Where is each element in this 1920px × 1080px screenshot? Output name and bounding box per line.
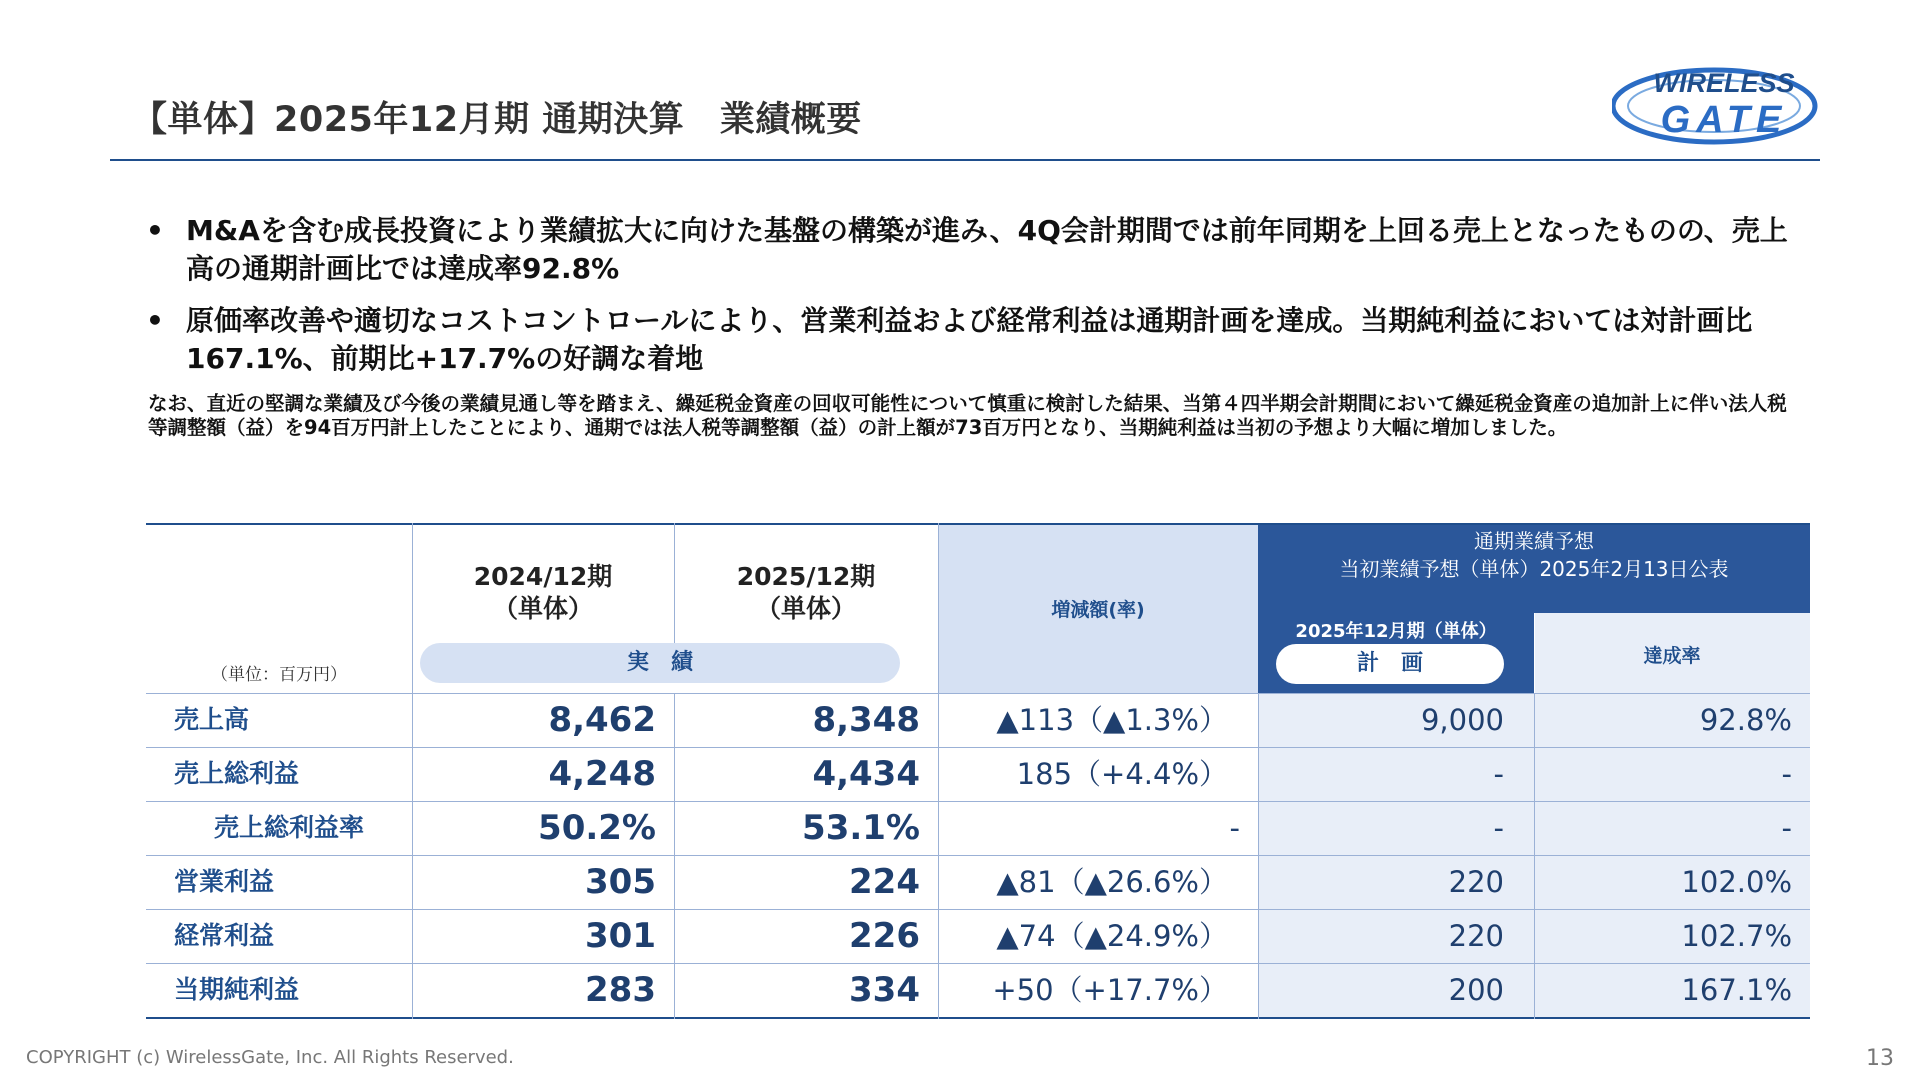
value-achievement: 167.1% [1681, 973, 1792, 1007]
value-2025: 334 [849, 970, 920, 1010]
value-change: - [1229, 811, 1240, 845]
row-label-ordinary-profit: 経常利益 [174, 921, 275, 950]
value-change: ▲81（▲26.6%） [996, 865, 1228, 899]
value-plan: 220 [1448, 865, 1504, 899]
table-top-border [146, 523, 1810, 525]
value-2025: 8,348 [812, 700, 920, 740]
row-label-gross-profit: 売上総利益 [174, 759, 300, 788]
bullet-item: • 原価率改善や適切なコストコントロールにより、営業利益および経常利益は通期計画を達成。当期純利益においては対計画比167.1%、前期比+17.7%の好調な着地 [146, 302, 1806, 378]
value-achievement: - [1781, 757, 1792, 791]
tax-note: なお、直近の堅調な業績及び今後の業績見通し等を踏まえ、繰延税金資産の回収可能性について慎重に検討した結果、当第４四半期会計期間において繰延税金資産の追加計上に伴い法人税等調整額（益）を94百万円計上したことにより、通期では法人税等調整額（益）の計上額が73百万円となり、当期純利益は当初の予想より大幅に増加しました。 [148, 392, 1787, 439]
value-change: 185（+4.4%） [1016, 757, 1228, 791]
logo-text-bottom: GATE [1660, 99, 1788, 141]
value-change: ▲113（▲1.3%） [996, 703, 1228, 737]
company-logo [1612, 62, 1820, 146]
value-plan: 9,000 [1420, 703, 1504, 737]
value-2024: 4,248 [548, 754, 656, 794]
row-label-gross-margin: 売上総利益率 [214, 813, 365, 842]
value-achievement: - [1781, 811, 1792, 845]
plan-period-header: 2025年12月期（単体） [1295, 621, 1497, 642]
achievement-header: 達成率 [1643, 645, 1701, 667]
row-label-sales: 売上高 [174, 705, 250, 734]
summary-bullets [146, 212, 1806, 392]
page-title: 【単体】2025年12月期 通期決算 業績概要 [132, 100, 862, 140]
value-change: +50（+17.7%） [992, 973, 1228, 1007]
col-2024-header: 2024/12期 （単体） [473, 562, 613, 623]
page-number: 13 [1866, 1046, 1894, 1071]
logo-text-top: WIRELESS [1653, 68, 1795, 98]
plan-label-pill: 計 画 [1276, 644, 1504, 684]
value-plan: 220 [1448, 919, 1504, 953]
col-divider [1534, 613, 1535, 693]
results-table [146, 523, 1810, 1019]
value-plan: - [1493, 757, 1504, 791]
value-2025: 224 [849, 862, 920, 902]
value-achievement: 102.0% [1681, 865, 1792, 899]
value-2025: 226 [849, 916, 920, 956]
actual-label-pill: 実 績 [420, 643, 900, 683]
row-label-operating-profit: 営業利益 [174, 867, 275, 896]
table-bottom-border [146, 1017, 1810, 1019]
value-2025: 4,434 [812, 754, 920, 794]
col-divider [674, 523, 675, 643]
bullet-item: • M&Aを含む成長投資により業績拡大に向けた基盤の構築が進み、4Q会計期間では前年同期を上回る売上となったものの、売上高の通期計画比では達成率92.8% [146, 212, 1806, 288]
col-2025-header: 2025/12期 （単体） [736, 562, 876, 623]
copyright-footer: COPYRIGHT (c) WirelessGate, Inc. All Rights Reserved. [26, 1047, 514, 1068]
value-plan: - [1493, 811, 1504, 845]
value-2024: 8,462 [548, 700, 656, 740]
value-2024: 50.2% [538, 808, 656, 848]
value-change: ▲74（▲24.9%） [996, 919, 1228, 953]
value-plan: 200 [1448, 973, 1504, 1007]
value-achievement: 102.7% [1681, 919, 1792, 953]
forecast-header: 通期業績予想 当初業績予想（単体）2025年2月13日公表 [1339, 529, 1729, 581]
change-header: 増減額(率) [1051, 599, 1145, 621]
value-2024: 305 [585, 862, 656, 902]
unit-label: （単位：百万円） [211, 665, 347, 685]
title-divider [110, 159, 1820, 161]
row-label-net-income: 当期純利益 [174, 975, 300, 1004]
value-2025: 53.1% [802, 808, 920, 848]
value-achievement: 92.8% [1699, 703, 1792, 737]
value-2024: 301 [585, 916, 656, 956]
value-2024: 283 [585, 970, 656, 1010]
